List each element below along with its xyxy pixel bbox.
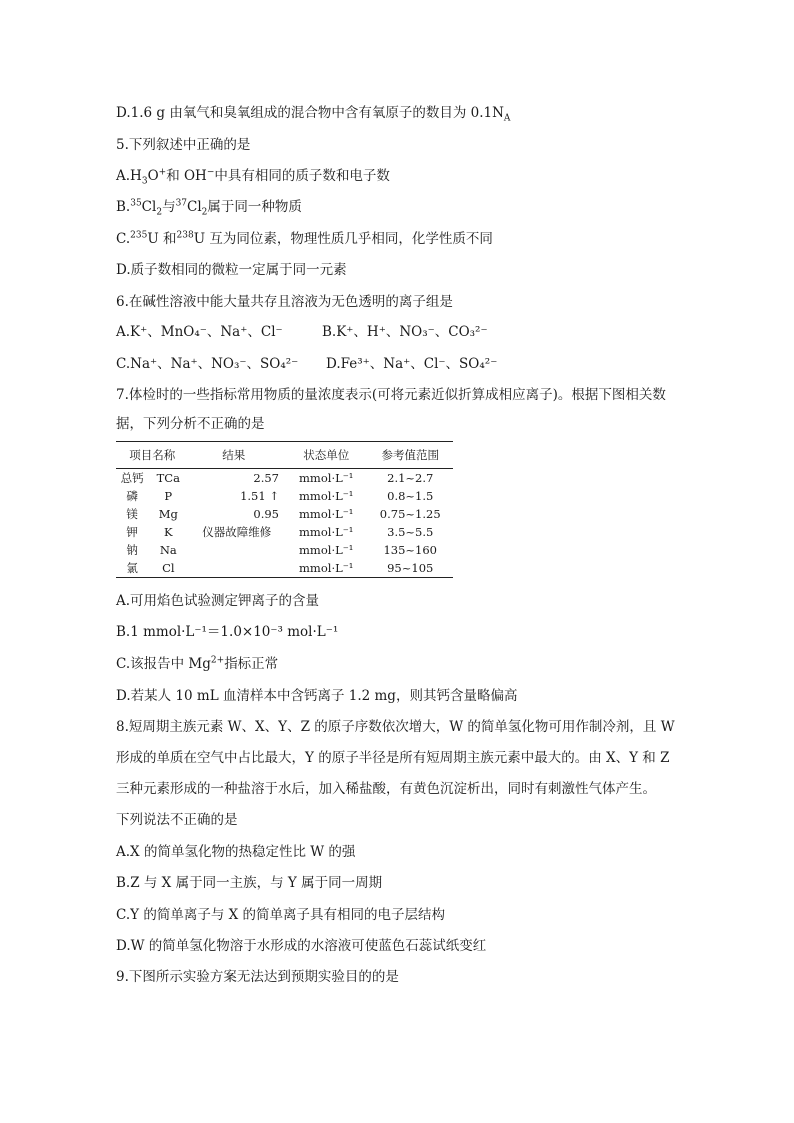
q8-option-a: A.X 的简单氢化物的热稳定性比 W 的强 [116,844,356,860]
q7-option-d: D.若某人 10 mL 血清样本中含钙离子 1.2 mg，则其钙含量略偏高 [116,688,518,704]
table-row [116,469,453,488]
q9-stem: 9.下图所示实验方案无法达到预期实验目的的是 [116,969,399,985]
cell-cn: 氯 [126,561,138,575]
q5-option-a [116,166,390,186]
q5b-part: 与 [162,199,176,215]
table-row [116,505,453,523]
cell-symbol: K [164,525,173,539]
q7-option-b: B.1 mmol·L⁻¹＝1.0×10⁻³ mol·L⁻¹ [116,624,339,640]
q7c-sup: 2+ [210,655,225,666]
q5-option-b [116,197,302,217]
cell-unit: mmol·L⁻¹ [299,489,354,503]
q5a-sub: 3 [141,176,148,187]
q5b-prefix: B. [116,199,131,215]
cell-cn: 钾 [126,525,138,539]
q5a-part: 中具有相同的质子数和电子数 [214,168,390,184]
lab-report-table [116,441,453,578]
q5b-part: 属于同一种物质 [207,199,302,215]
cell-result: 1.51 ↑ [240,489,279,503]
cell-result: 0.95 [253,507,279,521]
q5a-sup: − [206,167,215,178]
q4d-text: D.1.6 g 由氧气和臭氧组成的混合物中含有氧原子的数目为 0.1N [116,105,504,121]
cell-unit: mmol·L⁻¹ [299,507,354,521]
q6-stem: 6.在碱性溶液中能大量共存且溶液为无色透明的离子组是 [116,294,453,310]
q5b-sub: 2 [201,207,208,218]
cell-symbol: P [164,489,173,503]
table-row [116,523,453,541]
header-reference: 参考值范围 [367,442,453,469]
header-item-name: 项目名称 [116,442,188,469]
q5c-part: C. [116,231,131,247]
q6-option-b: B.K⁺、H⁺、NO₃⁻、CO₃²⁻ [322,324,488,340]
cell-cn: 镁 [126,507,138,521]
q8-option-b: B.Z 与 X 属于同一主族，与 Y 属于同一周期 [116,875,383,891]
table-row [116,541,453,559]
q8-stem-line4: 下列说法不正确的是 [116,812,238,828]
q8-option-d: D.W 的简单氢化物溶于水形成的水溶液可使蓝色石蕊试纸变红 [116,938,487,954]
q6-option-a: A.K⁺、MnO₄⁻、Na⁺、Cl⁻ [116,324,283,340]
cell-unit: mmol·L⁻¹ [299,471,354,485]
table-row [116,487,453,505]
cell-reference: 135~160 [383,543,437,557]
q5b-part: Cl [141,199,157,215]
q8-stem-line3: 三种元素形成的一种盐溶于水后，加入稀盐酸，有黄色沉淀析出，同时有刺激性气体产生。 [116,781,656,797]
cell-unit: mmol·L⁻¹ [299,543,354,557]
q5a-sup: + [158,167,167,178]
q7c-part: C.该报告中 Mg [116,656,211,672]
q5c-part: U 互为同位素，物理性质几乎相同，化学性质不同 [193,231,493,247]
cell-symbol: Mg [158,507,178,521]
q7c-part: 指标正常 [224,656,279,672]
q5b-sup: 37 [175,198,188,209]
q5c-sup: 238 [176,230,194,241]
q7-stem-line2: 据，下列分析不正确的是 [116,416,265,432]
cell-cn: 磷 [126,489,138,503]
q5-option-c [116,229,493,249]
q5a-part: O [147,168,159,184]
q8-stem-line1: 8.短周期主族元素 W、X、Y、Z 的原子序数依次增大，W 的简单氢化物可用作制冷剂，且 W [116,719,675,735]
cell-reference: 0.75~1.25 [379,507,441,521]
cell-result [188,541,285,559]
q5a-part: A.H [116,168,142,184]
q5b-part: Cl [187,199,202,215]
cell-result: 2.57 [253,471,279,485]
q7-option-c [116,654,278,674]
cell-unit: mmol·L⁻¹ [299,561,354,575]
q6-option-d: D.Fe³⁺、Na⁺、Cl⁻、SO₄²⁻ [326,356,498,372]
q5b-sub: 2 [156,207,163,218]
cell-reference: 95~105 [387,561,434,575]
q8-option-c: C.Y 的简单离子与 X 的简单离子具有相同的电子层结构 [116,907,446,923]
q7-option-a: A.可用焰色试验测定钾离子的含量 [116,593,320,609]
table-header-row [116,442,453,469]
cell-reference: 0.8~1.5 [387,489,434,503]
cell-symbol: Cl [162,561,175,575]
cell-unit: mmol·L⁻¹ [299,525,354,539]
q4-option-d [116,103,510,123]
cell-reference: 3.5~5.5 [387,525,434,539]
q5b-sup: 35 [130,198,142,209]
table-row [116,559,453,578]
q7-stem-line1: 7.体检时的一些指标常用物质的量浓度表示(可将元素近似折算成相应离子)。根据下图相关数 [116,387,666,403]
q8-stem-line2: 形成的单质在空气中占比最大，Y 的原子半径是所有短周期主族元素中最大的。由 X、Y 和 Z [116,750,670,766]
cell-reference: 2.1~2.7 [387,471,434,485]
q5-option-d: D.质子数相同的微粒一定属于同一元素 [116,262,347,278]
q5a-part: 和 OH [166,168,207,184]
cell-result: 仪器故障维修 [202,525,272,539]
cell-cn: 钠 [126,543,138,557]
header-result: 结果 [188,442,285,469]
q5c-part: U 和 [147,231,177,247]
cell-cn: 总钙 [120,471,144,485]
q4d-subscript: A [503,113,511,124]
q5-stem: 5.下列叙述中正确的是 [116,137,251,153]
cell-symbol: Na [159,543,177,557]
q5c-sup: 235 [130,230,148,241]
q6-option-c: C.Na⁺、Na⁺、NO₃⁻、SO₄²⁻ [116,356,299,372]
cell-symbol: TCa [156,471,180,485]
header-unit: 状态单位 [285,442,367,469]
cell-result [188,559,285,578]
